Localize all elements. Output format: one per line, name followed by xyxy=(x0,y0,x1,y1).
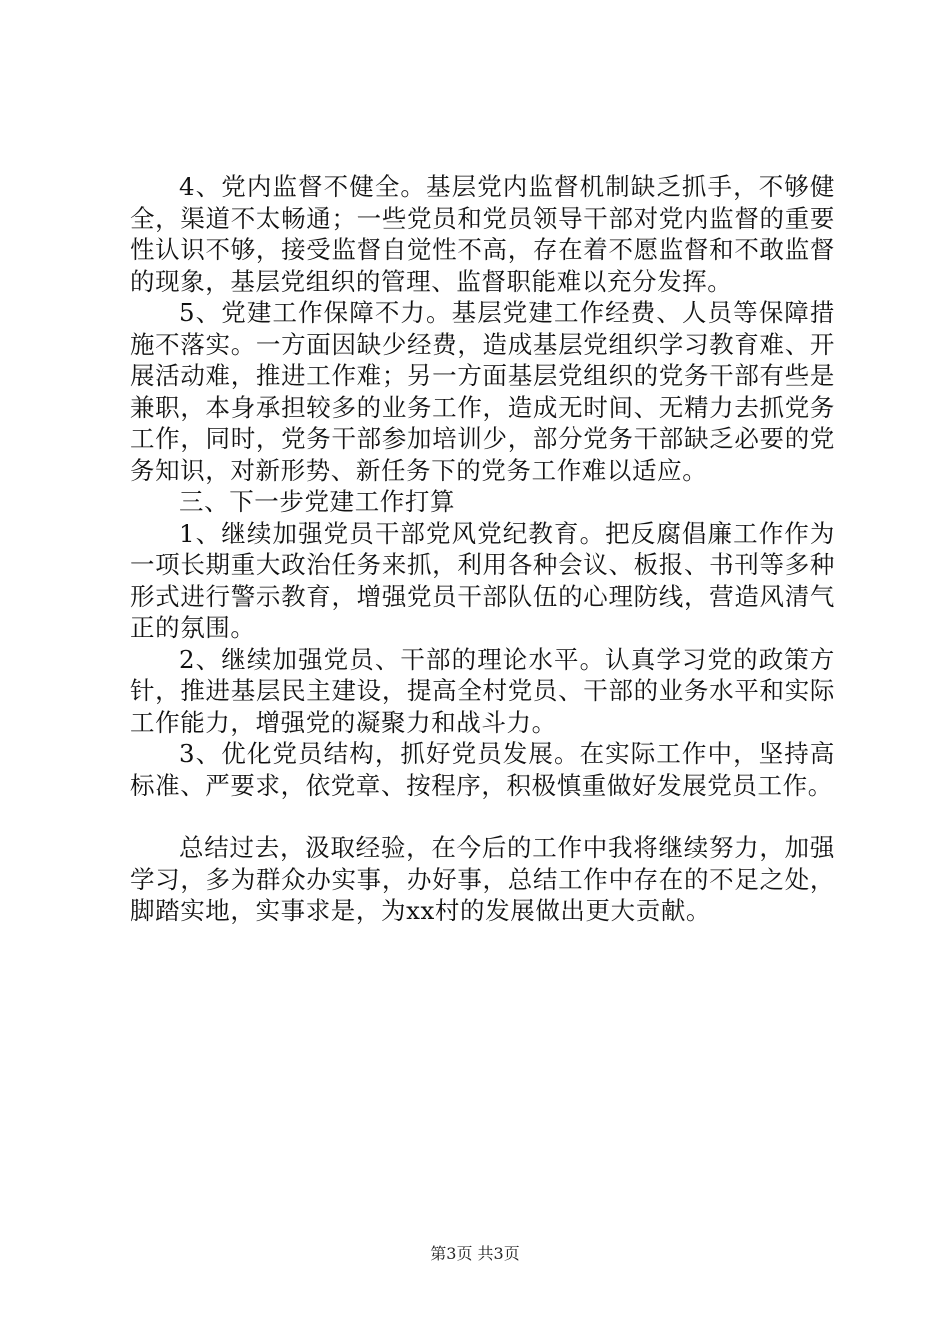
document-body xyxy=(130,171,835,927)
paragraph-theory: 2、继续加强党员、干部的理论水平。认真学习党的政策方针，推进基层民主建设，提高全村党员、干部的业务水平和实际工作能力，增强党的凝聚力和战斗力。 xyxy=(130,644,835,737)
paragraph-supervision: 4、党内监督不健全。基层党内监督机制缺乏抓手，不够健全，渠道不太畅通；一些党员和党员领导干部对党内监督的重要性认识不够，接受监督自觉性不高，存在着不愿监督和不敢监督的现象，基层党组织的管理、监督职能难以充分发挥。 xyxy=(130,172,835,296)
paragraph-spacer xyxy=(130,801,835,832)
page-number-footer: 第3页 共3页 xyxy=(430,1244,520,1263)
paragraph-structure: 3、优化党员结构，抓好党员发展。在实际工作中，坚持高标准、严要求，依党章、按程序，积极慎重做好发展党员工作。 xyxy=(130,739,835,800)
paragraph-guarantee: 5、党建工作保障不力。基层党建工作经费、人员等保障措施不落实。一方面因缺少经费，造成基层党组织学习教育难、开展活动难，推进工作难；另一方面基层党组织的党务干部有些是兼职，本身承担较多的业务工作，造成无时间、无精力去抓党务工作，同时，党务干部参加培训少，部分党务干部缺乏必要的党务知识，对新形势、新任务下的党务工作难以适应。 xyxy=(130,298,835,485)
paragraph-education: 1、继续加强党员干部党风党纪教育。把反腐倡廉工作作为一项长期重大政治任务来抓，利用各种会议、板报、书刊等多种形式进行警示教育，增强党员干部队伍的心理防线，营造风清气正的氛围。 xyxy=(130,518,835,642)
paragraph-summary: 总结过去，汲取经验，在今后的工作中我将继续努力，加强学习，多为群众办实事，办好事，总结工作中存在的不足之处，脚踏实地，实事求是，为xx村的发展做出更大贡献。 xyxy=(130,833,835,925)
section-heading-next-steps: 三、下一步党建工作打算 xyxy=(179,487,456,516)
